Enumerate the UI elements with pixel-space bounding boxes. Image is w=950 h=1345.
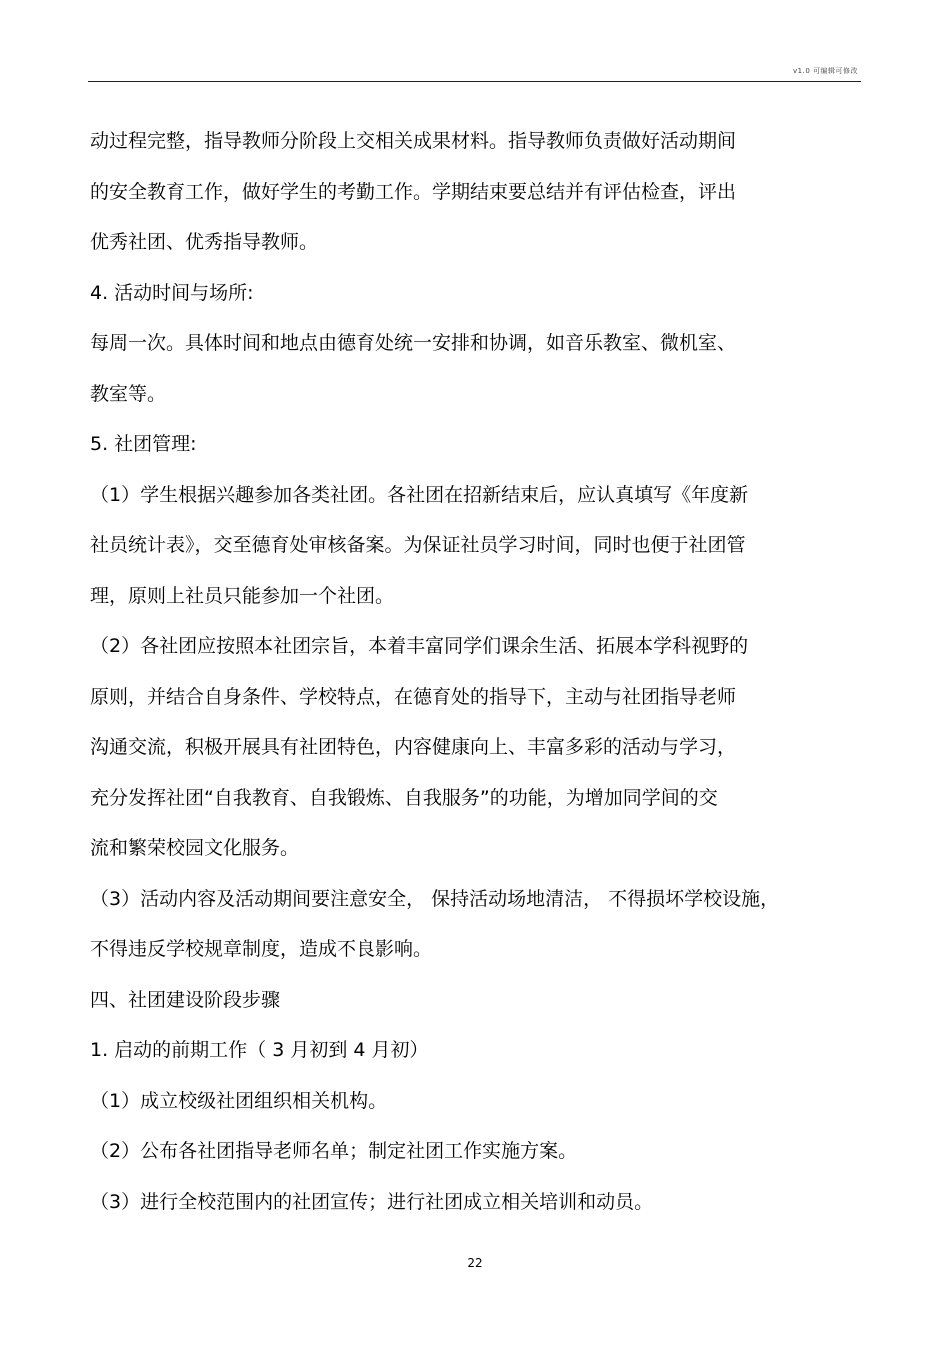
paragraph-line: 原则，并结合自身条件、学校特点，在德育处的指导下，主动与社团指导老师 [90, 685, 737, 708]
document-body [90, 128, 860, 1239]
section-heading: 4. 活动时间与场所: [90, 281, 254, 304]
paragraph-line: 优秀社团、优秀指导教师。 [90, 231, 319, 253]
paragraph-line: 沟通交流，积极开展具有社团特色，内容健康向上、丰富多彩的活动与学习， [90, 736, 737, 758]
paragraph-line: 动过程完整，指导教师分阶段上交相关成果材料。指导教师负责做好活动期间 [90, 130, 737, 152]
paragraph-line: 流和繁荣校园文化服务。 [90, 837, 300, 859]
header-version-label: v1.0 可编辑可修改 [793, 67, 858, 75]
list-item-line: （3）进行全校范围内的社团宣传；进行社团成立相关培训和动员。 [90, 1190, 654, 1213]
subsection-heading: 1. 启动的前期工作（ 3 月初到 4 月初） [90, 1039, 429, 1061]
paragraph-line: 每周一次。具体时间和地点由德育处统一安排和协调，如音乐教室、微机室、 [90, 332, 737, 354]
paragraph-line: 充分发挥社团“自我教育、自我锻炼、自我服务”的功能，为增加同学间的交 [90, 786, 718, 809]
section-heading: 5. 社团管理: [90, 433, 197, 455]
header-divider [88, 81, 861, 82]
paragraph-line: 社员统计表》，交至德育处审核备案。为保证社员学习时间，同时也便于社团管 [90, 534, 746, 556]
paragraph-line: 不得违反学校规章制度，造成不良影响。 [90, 938, 433, 960]
list-item-line: （1）成立校级社团组织相关机构。 [90, 1089, 388, 1112]
section-heading: 四、社团建设阶段步骤 [90, 988, 281, 1011]
paragraph-line: 的安全教育工作，做好学生的考勤工作。学期结束要总结并有评估检查，评出 [90, 180, 737, 203]
paragraph-line: 教室等。 [90, 382, 167, 405]
list-item-line: （2）公布各社团指导老师名单；制定社团工作实施方案。 [90, 1140, 578, 1162]
page-number: 22 [467, 1256, 483, 1270]
list-item-line: （1）学生根据兴趣参加各类社团。各社团在招新结束后，应认真填写《年度新 [90, 483, 749, 506]
list-item-line: （3）活动内容及活动期间要注意安全， 保持活动场地清洁， 不得损坏学校设施， [90, 887, 780, 910]
paragraph-line: 理，原则上社员只能参加一个社团。 [90, 584, 395, 607]
list-item-line: （2）各社团应按照本社团宗旨，本着丰富同学们课余生活、拓展本学科视野的 [90, 635, 749, 657]
